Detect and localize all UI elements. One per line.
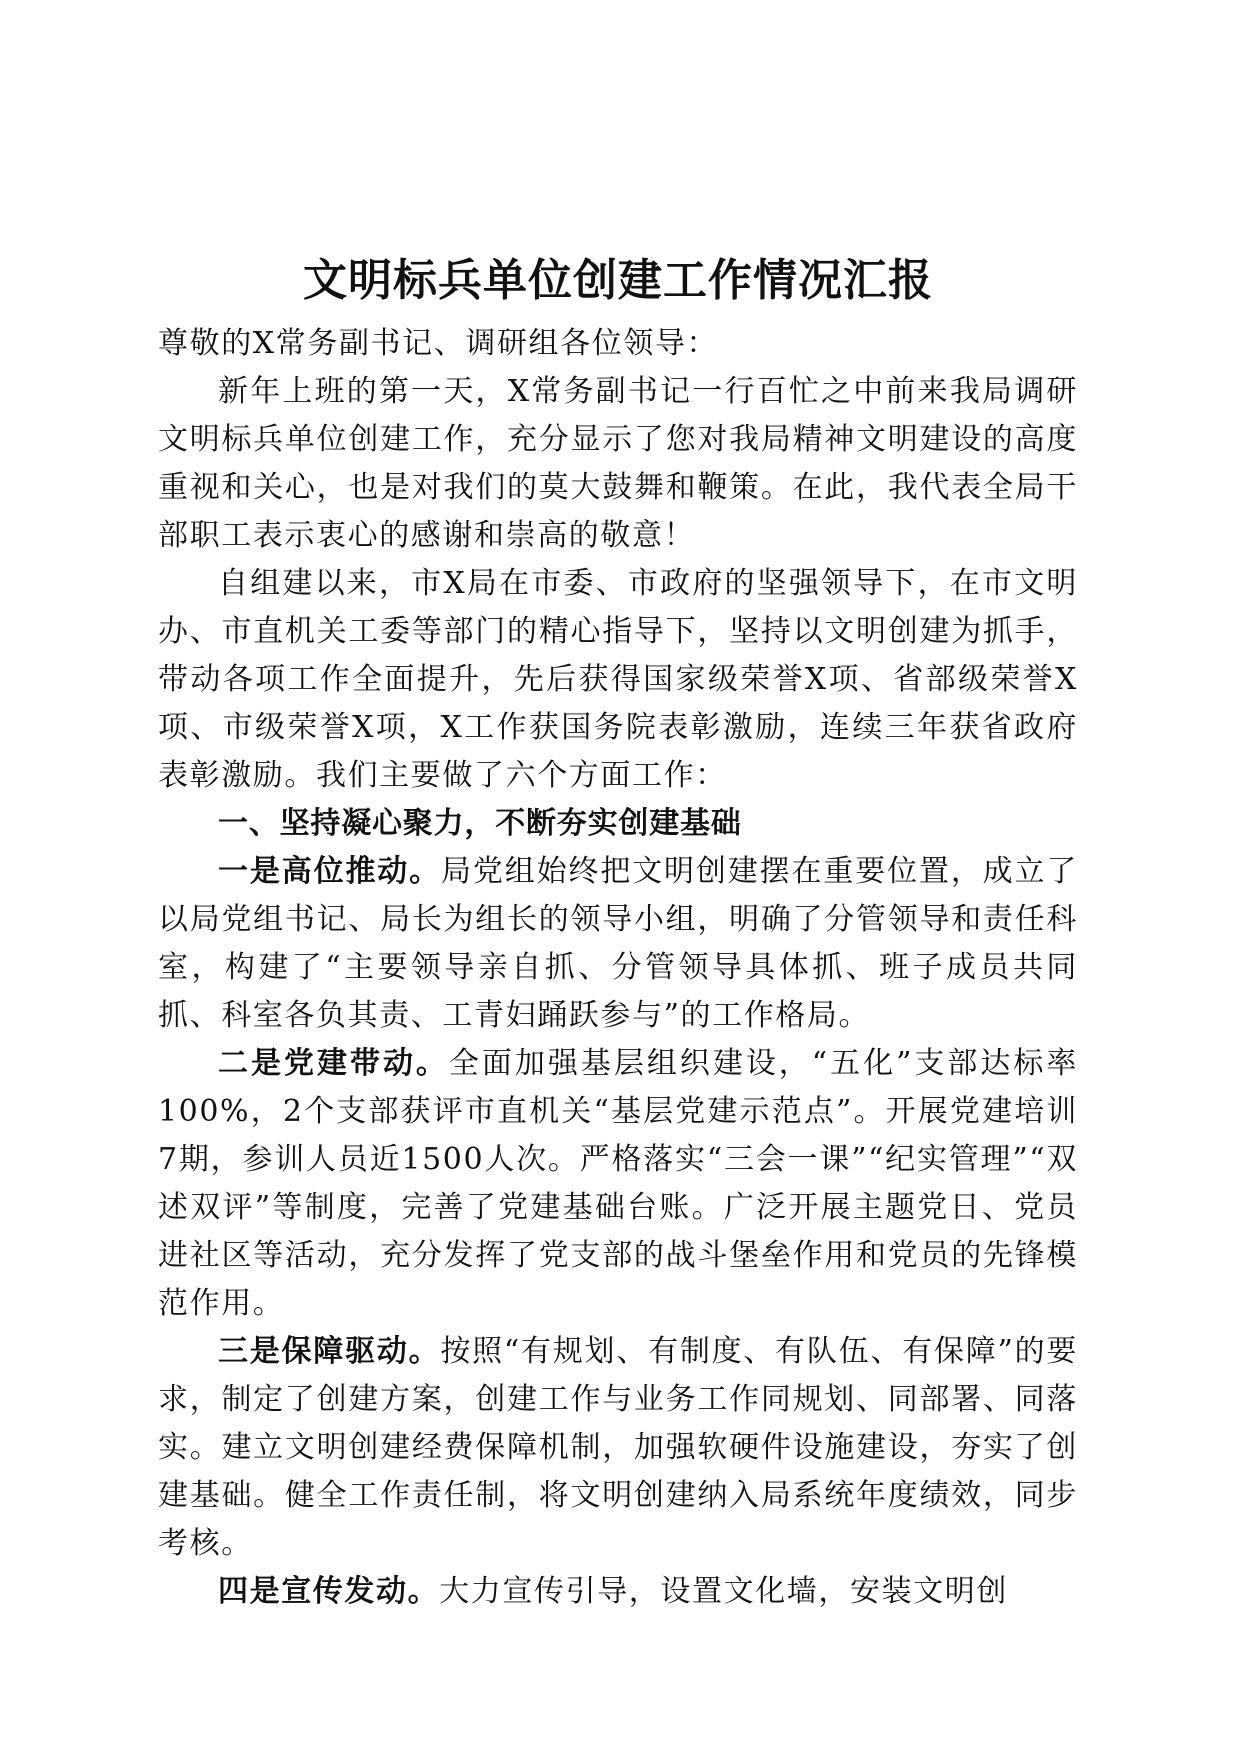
item-lead: 四是宣传发动。 — [218, 1574, 440, 1609]
section-heading: 一、坚持凝心聚力，不断夯实创建基础 — [218, 806, 742, 841]
document-page — [158, 248, 1078, 1616]
item-lead: 一是高位推动。 — [218, 854, 442, 889]
item-paragraph — [158, 1568, 1078, 1616]
item-lead: 二是党建带动。 — [218, 1046, 449, 1081]
intro-paragraph: 新年上班的第一天，X常务副书记一行百忙之中前来我局调研文明标兵单位创建工作，充分显示了您对我局精神文明建设的高度重视和关心，也是对我们的莫大鼓舞和鞭策。在此，我代表全局干部职工表示衷心的感谢和崇高的敬意！ — [158, 374, 1078, 553]
item-lead: 三是保障驱动。 — [218, 1334, 441, 1369]
item-text: 局党组始终把文明创建摆在重要位置，成立了以局党组书记、局长为组长的领导小组，明确了分管领导和责任科室，构建了“主要领导亲自抓、分管领导具体抓、班子成员共同抓、科室各负其责、工青妇踊跃参与”的工作格局。 — [158, 854, 1078, 1033]
item-paragraph — [158, 1040, 1078, 1328]
item-paragraph — [158, 1328, 1078, 1568]
item-text: 全面加强基层组织建设，“五化”支部达标率100%，2个支部获评市直机关“基层党建示范点”。开展党建培训7期，参训人员近1500人次。严格落实“三会一课”“纪实管理”“双述双评”等制度，完善了党建基础台账。广泛开展主题党日、党员进社区等活动，充分发挥了党支部的战斗堡垒作用和党员的先锋模范作用。 — [158, 1046, 1078, 1321]
background-paragraph: 自组建以来，市X局在市委、市政府的坚强领导下，在市文明办、市直机关工委等部门的精心指导下，坚持以文明创建为抓手，带动各项工作全面提升，先后获得国家级荣誉X项、省部级荣誉X项、市级荣誉X项，X工作获国务院表彰激励，连续三年获省政府表彰激励。我们主要做了六个方面工作： — [158, 566, 1078, 793]
item-paragraph — [158, 848, 1078, 1040]
document-title: 文明标兵单位创建工作情况汇报 — [303, 255, 933, 306]
item-text: 大力宣传引导，设置文化墙，安装文明创 — [439, 1574, 1009, 1609]
salutation: 尊敬的X常务副书记、调研组各位领导： — [158, 326, 719, 361]
item-text: 按照“有规划、有制度、有队伍、有保障”的要求，制定了创建方案，创建工作与业务工作同规划、同部署、同落实。建立文明创建经费保障机制，加强软硬件设施建设，夯实了创建基础。健全工作责任制，将文明创建纳入局系统年度绩效，同步考核。 — [158, 1334, 1078, 1561]
